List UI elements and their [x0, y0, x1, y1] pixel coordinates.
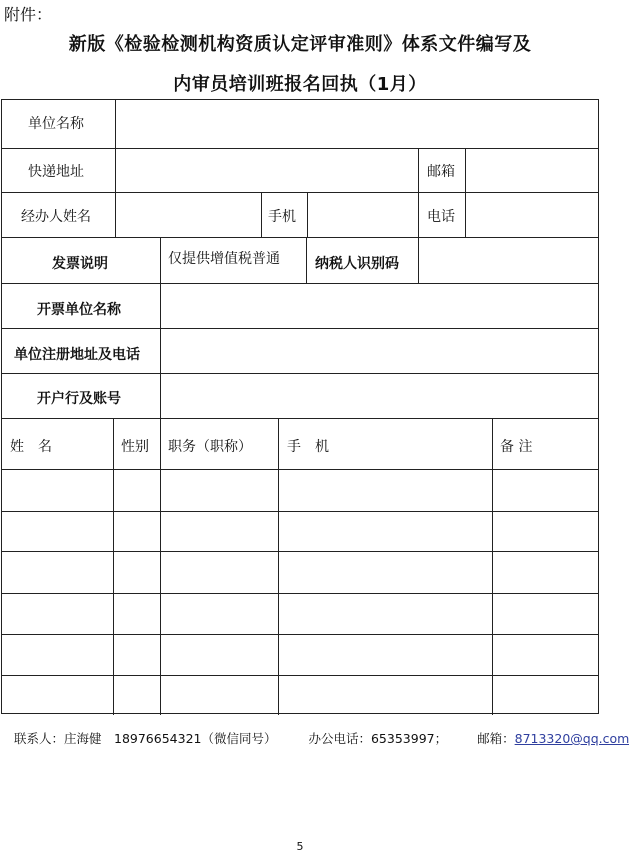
col-divider: [278, 418, 279, 715]
phone-label: 电话: [427, 209, 455, 225]
postcode-label: 邮箱: [427, 164, 455, 180]
title-line-1: 新版《检验检测机构资质认定评审准则》体系文件编写及: [68, 34, 532, 55]
unit-name-label: 单位名称: [28, 116, 84, 132]
registered-address-phone-label: 单位注册地址及电话: [14, 347, 140, 363]
email-link[interactable]: 8713320@qq.com: [514, 731, 629, 746]
roster-header-remarks: 备 注: [500, 439, 533, 455]
mobile-label: 手机: [268, 209, 296, 225]
mail-address-label: 快递地址: [28, 164, 84, 180]
bank-account-label: 开户行及账号: [37, 391, 121, 407]
row-divider: [2, 192, 598, 193]
col-divider: [115, 100, 116, 237]
contact-footer: [14, 729, 629, 747]
page-number: 5: [296, 840, 304, 853]
row-divider: [2, 283, 598, 284]
roster-header-name: 姓 名: [10, 439, 52, 455]
col-divider: [160, 237, 161, 283]
row-divider: [2, 469, 598, 470]
row-divider: [2, 511, 598, 512]
contact-person: 联系人：庄海健 18976654321（微信同号）: [14, 731, 277, 746]
col-divider: [307, 192, 308, 237]
invoice-note-value: 仅提供增值税普通: [168, 251, 280, 267]
row-divider: [2, 418, 598, 419]
row-divider: [2, 634, 598, 635]
row-divider: [2, 593, 598, 594]
invoice-unit-name-label: 开票单位名称: [37, 302, 121, 318]
office-phone: 办公电话：65353997；: [308, 731, 448, 746]
roster-header-gender: 性别: [121, 439, 149, 455]
roster-header-position: 职务（职称）: [168, 439, 252, 455]
col-divider: [465, 148, 466, 237]
col-divider: [306, 237, 307, 283]
col-divider: [160, 418, 161, 715]
invoice-note-label: 发票说明: [52, 256, 108, 272]
row-divider: [2, 373, 598, 374]
handler-name-label: 经办人姓名: [21, 209, 91, 225]
col-divider: [160, 283, 161, 418]
row-divider: [2, 237, 598, 238]
roster-header-mobile: 手 机: [287, 439, 329, 455]
taxpayer-id-label: 纳税人识别码: [315, 256, 399, 272]
col-divider: [113, 418, 114, 715]
row-divider: [2, 551, 598, 552]
attachment-label: 附件：: [4, 5, 53, 24]
col-divider: [492, 418, 493, 715]
col-divider: [261, 192, 262, 237]
col-divider: [418, 148, 419, 237]
row-divider: [2, 675, 598, 676]
email-label: 邮箱：: [477, 731, 515, 746]
title-line-2: 内审员培训班报名回执（1月）: [173, 74, 427, 95]
row-divider: [2, 328, 598, 329]
col-divider: [418, 237, 419, 283]
row-divider: [2, 148, 598, 149]
registration-form: [1, 99, 599, 714]
